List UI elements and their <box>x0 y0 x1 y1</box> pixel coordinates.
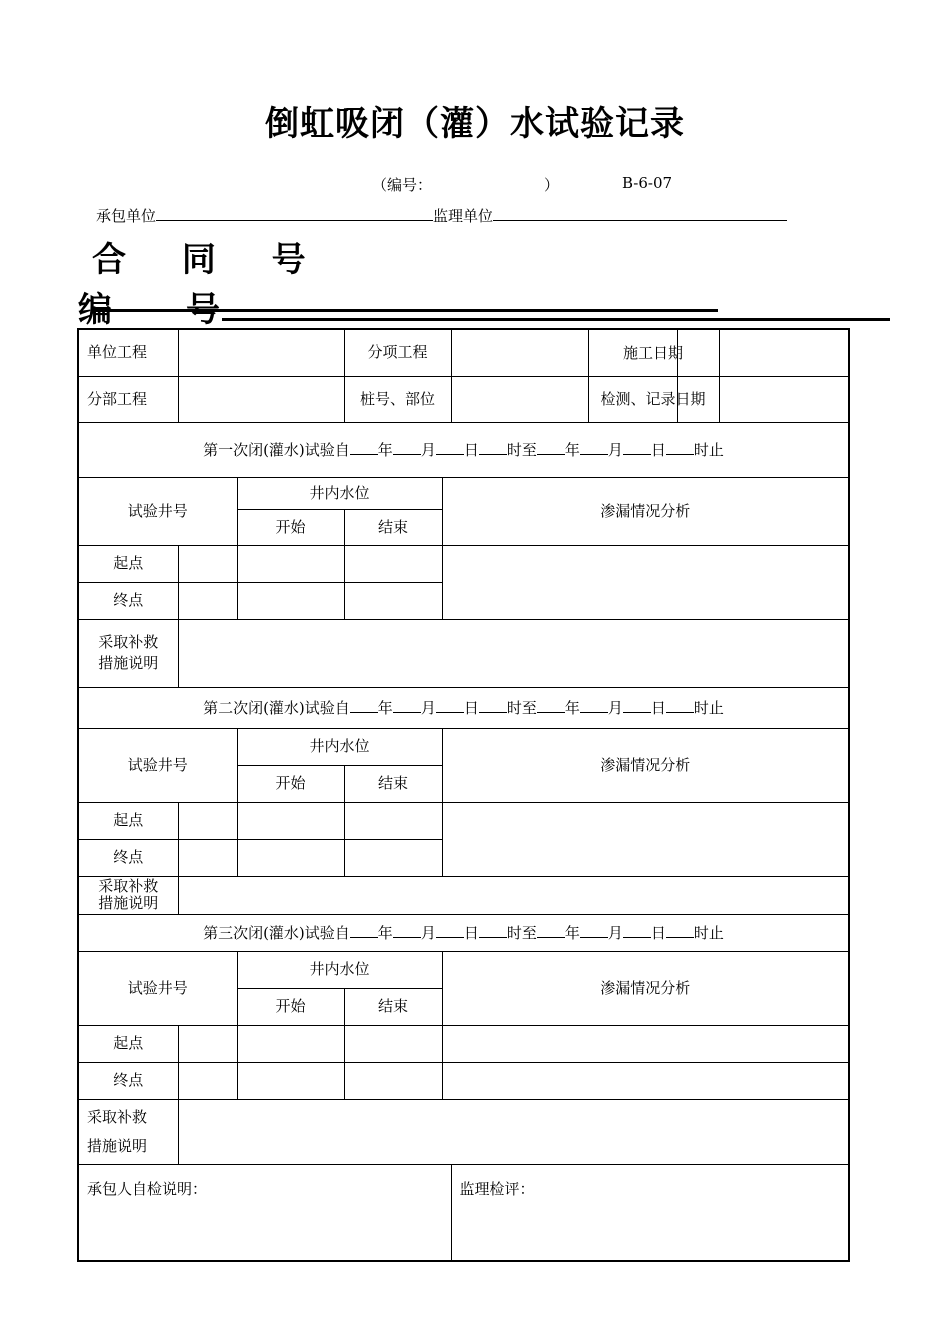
test-2-start-label: 开始 <box>237 765 344 802</box>
supervisor-label: 监理单位 <box>433 207 494 225</box>
contractor-field[interactable] <box>156 206 433 221</box>
construction-date-field[interactable] <box>719 329 849 376</box>
test-3-start-begin-level[interactable] <box>237 1025 344 1062</box>
blank[interactable] <box>393 922 421 938</box>
blank[interactable] <box>350 439 378 455</box>
test-3-remedy-field[interactable] <box>178 1099 849 1164</box>
blank[interactable] <box>580 922 608 938</box>
contractor-self-check[interactable]: 承包人自检说明： <box>78 1164 451 1261</box>
test-1-analysis-label: 渗漏情况分析 <box>442 477 849 545</box>
division-project-field[interactable] <box>178 376 344 422</box>
test-1-start-well[interactable] <box>178 545 237 582</box>
test-3-start-analysis[interactable] <box>442 1025 849 1062</box>
test-1-analysis-field[interactable] <box>442 545 849 619</box>
contractor-label: 承包单位 <box>96 207 157 225</box>
test-3-start-point: 起点 <box>78 1025 178 1062</box>
sub-item-label: 分项工程 <box>344 329 451 376</box>
test-3-start-label: 开始 <box>237 988 344 1025</box>
blank[interactable] <box>436 697 464 713</box>
inspection-date-label: 检测、记录日期 <box>600 390 706 408</box>
test-1-well-label: 试验井号 <box>78 477 237 545</box>
test-1-start-begin-level[interactable] <box>237 545 344 582</box>
test-1-start-point: 起点 <box>78 545 178 582</box>
blank[interactable] <box>479 439 507 455</box>
station-part-label: 桩号、部位 <box>344 376 451 422</box>
test-2-water-level: 井内水位 <box>237 728 442 765</box>
test-2-analysis-label: 渗漏情况分析 <box>442 728 849 802</box>
blank[interactable] <box>393 697 421 713</box>
test-1-remedy-label: 采取补救 措施说明 <box>78 619 178 687</box>
division-project-label: 分部工程 <box>78 376 178 422</box>
blank[interactable] <box>436 439 464 455</box>
supervisor-field[interactable] <box>493 206 787 221</box>
test-2-end-begin-level[interactable] <box>237 839 344 876</box>
test-2-remedy-label: 采取补救 措施说明 <box>78 876 178 914</box>
test-3-end-begin-level[interactable] <box>237 1062 344 1099</box>
test-1-water-level: 井内水位 <box>237 477 442 509</box>
unit-line <box>96 205 787 226</box>
blank[interactable] <box>580 697 608 713</box>
test-1-remedy-field[interactable] <box>178 619 849 687</box>
test-3-end-point: 终点 <box>78 1062 178 1099</box>
blank[interactable] <box>623 922 651 938</box>
test-3-water-level: 井内水位 <box>237 951 442 988</box>
test-2-analysis-field[interactable] <box>442 802 849 876</box>
test-3-end-label: 结束 <box>344 988 442 1025</box>
blank[interactable] <box>537 439 565 455</box>
blank[interactable] <box>537 922 565 938</box>
blank[interactable] <box>479 697 507 713</box>
blank[interactable] <box>350 697 378 713</box>
code-label: （编号： <box>372 176 433 194</box>
contract-label: 合 同 号 <box>92 240 328 280</box>
test-1-start-end-level[interactable] <box>344 545 442 582</box>
inspection-date-field[interactable] <box>719 376 849 422</box>
blank[interactable] <box>666 922 694 938</box>
blank[interactable] <box>623 697 651 713</box>
test-2-end-end-level[interactable] <box>344 839 442 876</box>
test-1-end-point: 终点 <box>78 582 178 619</box>
test-3-end-end-level[interactable] <box>344 1062 442 1099</box>
blank[interactable] <box>580 439 608 455</box>
supervisor-review[interactable]: 监理检评： <box>451 1164 849 1261</box>
blank[interactable] <box>479 922 507 938</box>
test-2-period: 第二次闭(灌水)试验自 年 月 日 时至 年 月 日 时止 <box>78 687 849 728</box>
test-2-start-well[interactable] <box>178 802 237 839</box>
blank[interactable] <box>666 439 694 455</box>
test-3-well-label: 试验井号 <box>78 951 237 1025</box>
test-3-analysis-label: 渗漏情况分析 <box>442 951 849 1025</box>
form-id: B-6-07 <box>622 174 673 192</box>
test-3-remedy-label: 采取补救 措施说明 <box>78 1099 178 1164</box>
test-3-start-end-level[interactable] <box>344 1025 442 1062</box>
test-2-well-label: 试验井号 <box>78 728 237 802</box>
test-2-remedy-field[interactable] <box>178 876 849 914</box>
test-2-start-point: 起点 <box>78 802 178 839</box>
test-2-end-label: 结束 <box>344 765 442 802</box>
test-record-table <box>77 328 850 1262</box>
blank[interactable] <box>666 697 694 713</box>
serial-number-line <box>78 282 890 331</box>
test-3-start-well[interactable] <box>178 1025 237 1062</box>
test-2-end-point: 终点 <box>78 839 178 876</box>
unit-project-label: 单位工程 <box>78 329 178 376</box>
construction-date-label: 施工日期 <box>622 344 683 362</box>
blank[interactable] <box>537 697 565 713</box>
number-label: 编 号 <box>78 290 222 330</box>
test-2-start-end-level[interactable] <box>344 802 442 839</box>
test-1-end-begin-level[interactable] <box>237 582 344 619</box>
test-2-end-well[interactable] <box>178 839 237 876</box>
test-2-start-begin-level[interactable] <box>237 802 344 839</box>
unit-project-field[interactable] <box>178 329 344 376</box>
code-close: ） <box>544 176 560 194</box>
page-title: 倒虹吸闭（灌）水试验记录 <box>265 104 685 144</box>
test-3-end-well[interactable] <box>178 1062 237 1099</box>
blank[interactable] <box>623 439 651 455</box>
test-1-start-label: 开始 <box>237 509 344 545</box>
test-3-period: 第三次闭(灌水)试验自 年 月 日 时至 年 月 日 时止 <box>78 914 849 951</box>
blank[interactable] <box>350 922 378 938</box>
test-1-end-well[interactable] <box>178 582 237 619</box>
serial-number-field[interactable] <box>222 318 890 321</box>
blank[interactable] <box>436 922 464 938</box>
test-3-end-analysis[interactable] <box>442 1062 849 1099</box>
date-label-divider <box>588 330 589 422</box>
blank[interactable] <box>393 439 421 455</box>
test-1-end-end-level[interactable] <box>344 582 442 619</box>
test-1-end-label: 结束 <box>344 509 442 545</box>
test-1-period: 第一次闭(灌水)试验自 年 月 日 时至 年 月 日 时止 <box>78 422 849 477</box>
